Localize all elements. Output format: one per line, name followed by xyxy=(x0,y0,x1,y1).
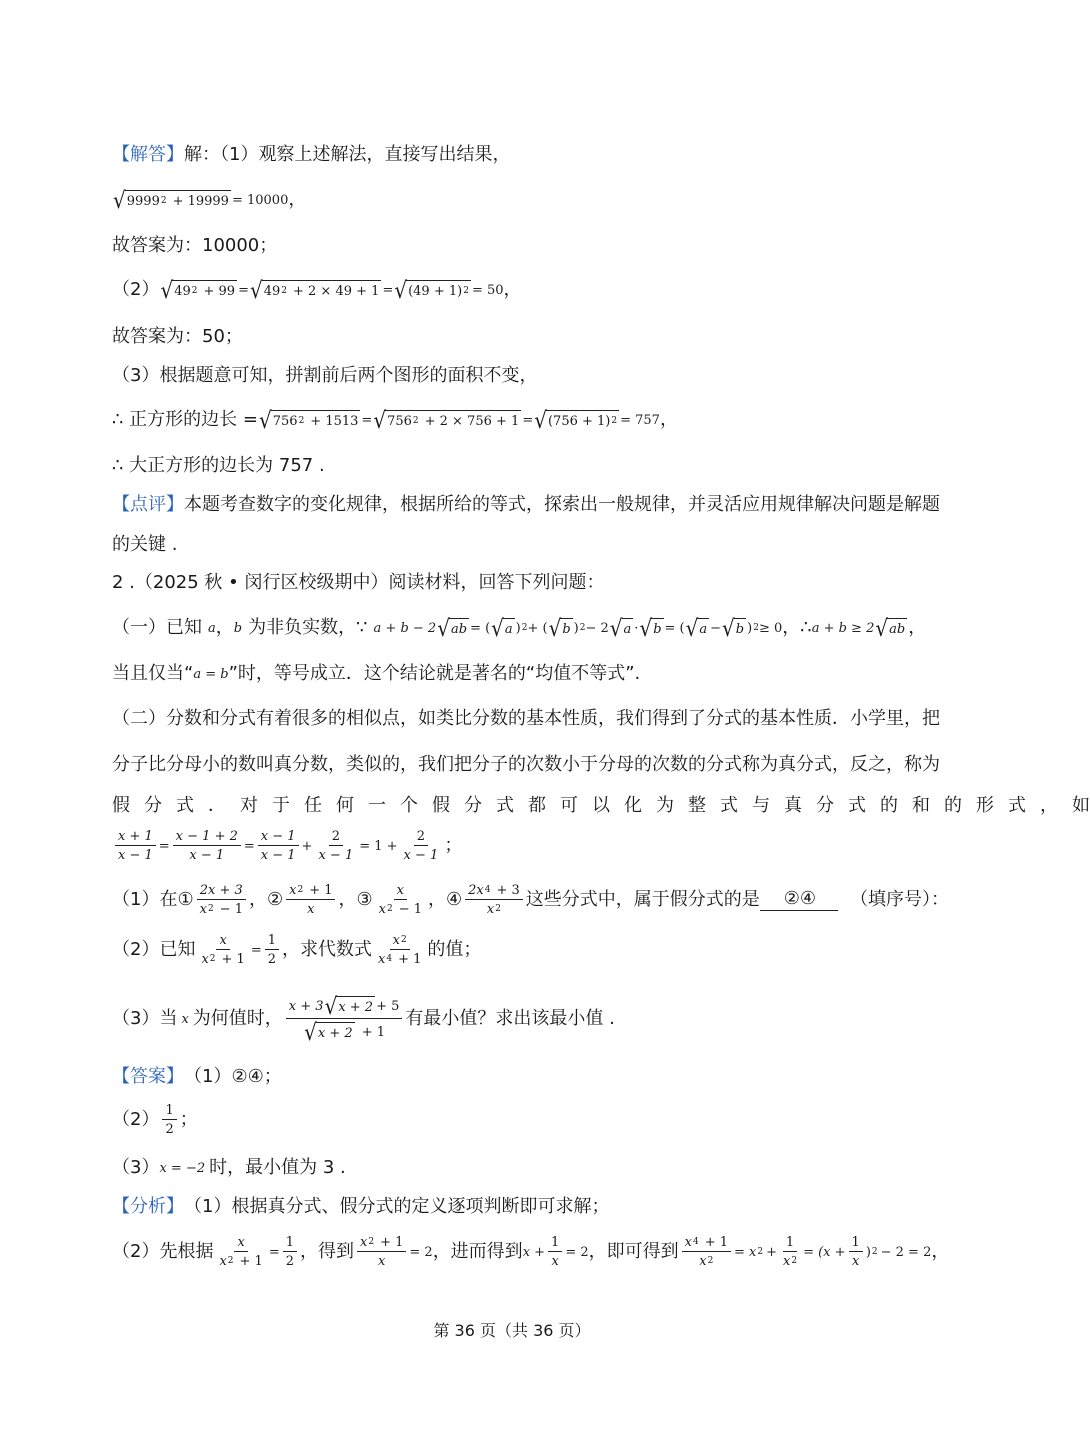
eq: = xyxy=(522,412,534,428)
solution-tag: 【解答】 xyxy=(112,144,184,165)
text: ，③ xyxy=(338,889,373,910)
fraction-4: 2x 4 + 3 x 2 xyxy=(465,884,523,916)
fraction: x + 3 √ x + 2 + 5 √ x + 2 + 1 xyxy=(286,996,403,1042)
sqrt-49-c: √ (49 + 1) 2 xyxy=(394,276,469,304)
sqrt-756-b: √ 756 2 + 2 × 756 + 1 xyxy=(373,406,520,434)
fraction: x 2 + 1 x xyxy=(357,1236,406,1268)
expr: + ( xyxy=(527,620,548,636)
expr: x = −2 xyxy=(159,1160,206,1176)
text: ，求代数式 xyxy=(282,939,373,960)
expr: ) xyxy=(747,620,753,636)
minus: − xyxy=(710,620,722,636)
text: 当且仅当“ xyxy=(112,663,194,684)
fraction: x 2 x 4 + 1 xyxy=(378,933,422,967)
result-757: = 757 xyxy=(620,412,660,428)
expr: x + xyxy=(522,1244,546,1260)
answer-tag: 【答案】 xyxy=(112,1066,184,1087)
eq: = xyxy=(243,838,255,854)
solution-intro: 解：（1）观察上述解法，直接写出结果， xyxy=(184,144,511,165)
text: （3） xyxy=(112,1157,160,1178)
text: （1）根据真分式、假分式的定义逐项判断即可求解； xyxy=(184,1196,610,1217)
material-2-line-1: （二）分数和分式有着很多的相似点，如类比分数的基本性质，我们得到了分式的基本性质．小学里，把 xyxy=(112,708,940,729)
eq: = xyxy=(361,412,373,428)
fraction: $\frac{2}{x - 1}$ xyxy=(318,829,354,863)
eq: = xyxy=(268,1244,280,1260)
sqrt-b: √ b xyxy=(722,614,745,642)
text: （1）在① xyxy=(112,889,194,910)
example-fraction-line xyxy=(112,830,462,862)
fraction: $\frac{1}{2}$ xyxy=(283,1236,297,1268)
text: （3）当 xyxy=(112,1008,178,1029)
fraction: $\frac{x - 1 + 2}{x - 1}$ xyxy=(173,830,241,862)
exp: 2 xyxy=(521,622,528,633)
solution-line-1 xyxy=(112,146,510,164)
eq: = 2 xyxy=(409,1244,433,1260)
sqrt-756-c: √ (756 + 1) 2 xyxy=(534,406,618,434)
sqrt-ab: √ ab xyxy=(437,614,468,642)
page-footer: 第 36 页（共 36 页） xyxy=(433,1321,591,1340)
text: ，得到 xyxy=(300,1241,355,1262)
therefore: ，∴ xyxy=(782,617,812,638)
expr: − 2 = 2 xyxy=(880,1244,932,1260)
expr: a + b ≥ 2 xyxy=(811,620,875,636)
material-2-line-2: 分子比分母小的数叫真分数，类似的，我们把分子的次数小于分母的次数的分式称为真分式，反之，称为 xyxy=(112,754,940,775)
answer-part-3 xyxy=(112,1159,346,1177)
text: （填序号）： xyxy=(850,889,950,910)
sqrt-a: √ a xyxy=(685,614,708,642)
therefore-label: ∴ 正方形的边长 = xyxy=(112,409,258,430)
conclusion-line: ∴ 大正方形的边长为 757 . xyxy=(112,455,325,476)
var-a: a xyxy=(208,620,216,636)
fraction: $\frac{x - 1}{x - 1}$ xyxy=(258,830,299,862)
comma: ， xyxy=(215,617,234,638)
expr: a + b − 2 xyxy=(373,620,437,636)
fraction: $\frac{1}{x}$ xyxy=(548,1236,562,1268)
exp: 2 xyxy=(753,622,759,633)
answer-part-2 xyxy=(112,1104,198,1136)
text: ，即可得到 xyxy=(588,1241,679,1262)
text: 假分式．对于任何一个假分式都可以化为整式与真分式的和的形式， xyxy=(112,795,1072,816)
semicolon: ； xyxy=(444,835,463,856)
formula-line-1 xyxy=(112,186,307,214)
expr: = ( xyxy=(664,620,685,636)
comment-tag: 【点评】 xyxy=(112,494,184,515)
fraction: $\frac{x + 1}{x - 1}$ xyxy=(115,830,156,862)
fraction: x x 2 + 1 xyxy=(219,1235,263,1269)
text: ，进而得到 xyxy=(432,1241,523,1262)
question-2-part-3 xyxy=(112,992,615,1046)
eq: = 1 + xyxy=(359,838,398,854)
var-b: b xyxy=(233,620,243,636)
dot: · xyxy=(634,620,639,636)
answer-header xyxy=(112,1068,282,1086)
text: 这些分式中，属于假分式的是 xyxy=(525,889,760,910)
fraction: $\frac{1}{2}$ xyxy=(265,934,279,966)
eq: = xyxy=(238,282,249,298)
text: 有最小值？求出该最小值 . xyxy=(405,1008,615,1029)
fraction-2: x 2 + 1 x xyxy=(286,884,335,916)
fraction-1: 2x + 3 x 2 − 1 xyxy=(197,884,246,916)
fraction: x x 2 + 1 xyxy=(201,933,245,967)
fraction: $\frac{2}{x - 1}$ xyxy=(403,829,439,863)
answer-blank: ②④ xyxy=(760,890,838,911)
fraction-3: x x 2 − 1 xyxy=(378,883,422,917)
part3-text: （3）根据题意可知，拼割前后两个图形的面积不变， xyxy=(112,365,538,386)
comma: ， xyxy=(288,189,307,210)
formula-line-3 xyxy=(112,406,678,434)
sqrt-9999: √ 9999 2 + 19999 xyxy=(113,186,229,214)
expr: ) xyxy=(573,620,579,636)
material-1-line xyxy=(112,614,927,642)
text: 时，最小值为 3 . xyxy=(209,1157,346,1178)
comment-line xyxy=(112,496,940,514)
result-50: = 50 xyxy=(471,282,504,298)
eq: = 2 xyxy=(565,1244,589,1260)
text: 的值； xyxy=(427,939,482,960)
sqrt-b: √ b xyxy=(639,614,662,642)
expr: = (x + xyxy=(803,1244,846,1260)
analysis-tag: 【分析】 xyxy=(112,1196,184,1217)
sqrt-ab: √ ab xyxy=(875,614,906,642)
plus: + xyxy=(301,838,313,854)
expr: = ( xyxy=(470,620,491,636)
expr: ≥ 0 xyxy=(758,620,783,636)
paren: ) xyxy=(865,1244,871,1260)
exp: 2 xyxy=(757,1246,764,1257)
part-label: （2） xyxy=(112,279,160,300)
comment-text: 本题考查数字的变化规律，根据所给的等式，探索出一般规律，并灵活应用规律解决问题是解题 xyxy=(184,494,940,515)
var-x: x xyxy=(181,1011,189,1027)
material-2-line-3 xyxy=(112,795,1090,816)
comma: ， xyxy=(659,409,678,430)
text: ，② xyxy=(248,889,284,910)
text: ； xyxy=(179,1109,198,1130)
sqrt-a: √ a xyxy=(491,614,513,642)
comma: ， xyxy=(503,279,522,300)
text: （2）已知 xyxy=(112,939,196,960)
formula-line-2 xyxy=(112,276,522,304)
analysis-header xyxy=(112,1198,609,1216)
result-10000: = 10000 xyxy=(231,192,289,208)
text: （2）先根据 xyxy=(112,1241,214,1262)
comma: ， xyxy=(908,617,927,638)
sqrt-49-a: √ 49 2 + 99 xyxy=(160,276,236,304)
text: 为何值时， xyxy=(192,1008,283,1029)
sqrt-a: √ a xyxy=(609,614,632,642)
comma: ， xyxy=(931,1241,950,1262)
eq: = xyxy=(250,942,262,958)
sqrt-49-b: √ 49 2 + 2 × 49 + 1 xyxy=(249,276,380,304)
eq: = xyxy=(158,838,170,854)
material-label: （一）已知 xyxy=(112,617,202,638)
text: 如 xyxy=(1072,795,1090,816)
exp: 2 xyxy=(871,1246,878,1257)
eq: = xyxy=(382,282,394,298)
question-2-title: 2 .（2025 秋 • 闵行区校级期中）阅读材料，回答下列问题： xyxy=(112,572,605,593)
exp: 2 xyxy=(579,622,586,633)
answer-line-2: 故答案为：50； xyxy=(112,326,243,347)
comment-line-2: 的关键 . xyxy=(112,534,178,555)
fraction: 1 x 2 xyxy=(783,1235,798,1269)
sqrt-b: √ b xyxy=(548,614,571,642)
text: ”时，等号成立．这个结论就是著名的“均值不等式”. xyxy=(228,663,641,684)
fraction: $\frac{1}{x}$ xyxy=(849,1236,863,1268)
question-2-part-1 xyxy=(112,884,949,916)
expr: = x xyxy=(734,1244,757,1260)
text: （2） xyxy=(112,1109,160,1130)
analysis-part-2 xyxy=(112,1236,949,1268)
material-1-line-2 xyxy=(112,665,640,683)
question-2-part-2 xyxy=(112,934,481,966)
expr: ) xyxy=(515,620,521,636)
text: ，④ xyxy=(428,889,463,910)
answer-line-1: 故答案为：10000； xyxy=(112,235,278,256)
fraction: x 4 + 1 x 2 xyxy=(682,1236,731,1268)
sqrt-756-a: √ 756 2 + 1513 xyxy=(258,406,359,434)
fraction: 1 2 xyxy=(162,1104,176,1136)
plus: + xyxy=(766,1244,777,1260)
expr-a-eq-b: a = b xyxy=(193,666,229,682)
material-text: 为非负实数，∵ xyxy=(248,617,368,638)
text: （1）②④； xyxy=(184,1066,282,1087)
expr: − 2 xyxy=(585,620,609,636)
